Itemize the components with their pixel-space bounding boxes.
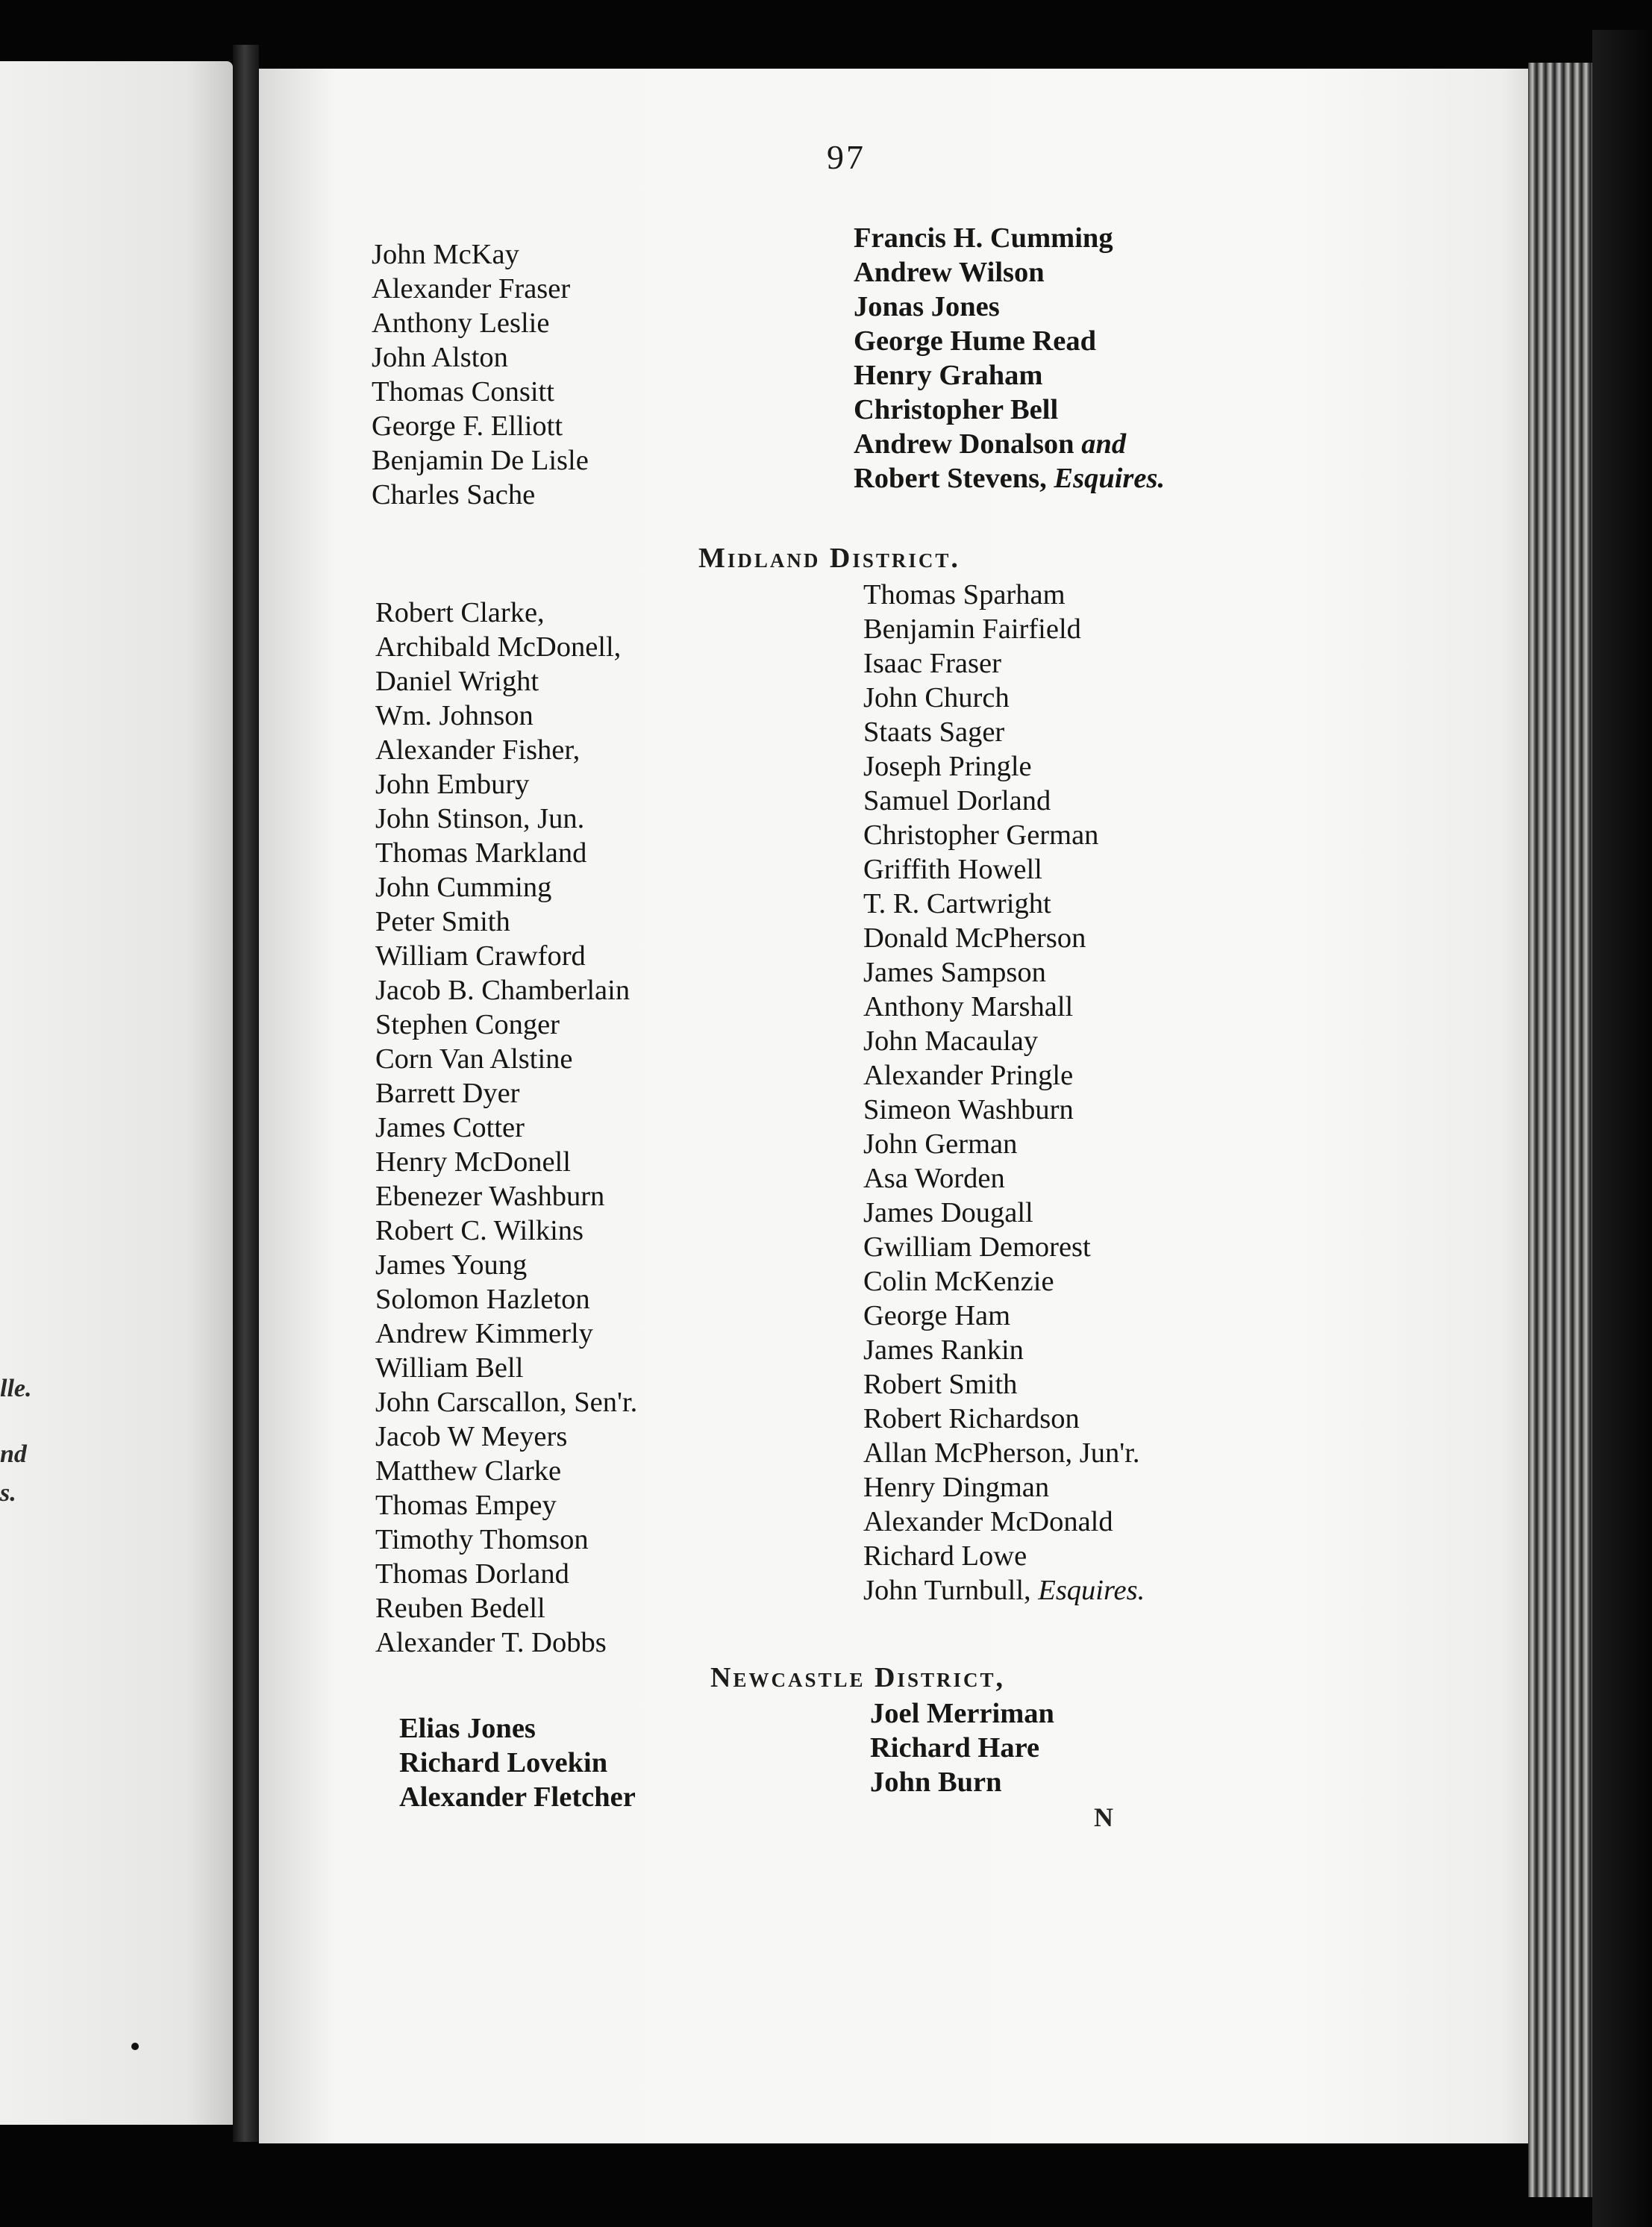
- name-entry: Staats Sager: [863, 716, 1005, 748]
- ink-speck: [131, 2043, 139, 2050]
- name-entry: Joseph Pringle: [863, 751, 1032, 782]
- name-entry: Charles Sache: [372, 479, 536, 510]
- name-entry: Robert Clarke,: [375, 597, 545, 628]
- name-text: Robert Stevens,: [854, 463, 1047, 494]
- name-entry: Alexander Fraser: [372, 273, 571, 304]
- name-entry: Reuben Bedell: [375, 1593, 545, 1624]
- name-entry: Daniel Wright: [375, 666, 539, 697]
- left-page-fragment: s.: [0, 1479, 16, 1507]
- midland-district-heading: Midland District.: [698, 543, 960, 574]
- name-entry: Thomas Empey: [375, 1490, 557, 1521]
- name-entry: Peter Smith: [375, 906, 510, 937]
- name-entry: Asa Worden: [863, 1163, 1005, 1194]
- name-entry: Jonas Jones: [854, 291, 1000, 322]
- name-entry: Thomas Dorland: [375, 1558, 569, 1590]
- name-entry: [854, 427, 1165, 461]
- name-entry: George F. Elliott: [372, 410, 563, 442]
- name-entry: Robert Smith: [863, 1369, 1018, 1400]
- newcastle-names-col1: [399, 1711, 636, 1814]
- name-entry: George Hume Read: [854, 325, 1097, 357]
- name-entry: Corn Van Alstine: [375, 1043, 573, 1075]
- name-entry: James Rankin: [863, 1334, 1024, 1366]
- name-entry: William Crawford: [375, 940, 586, 972]
- name-entry: [863, 1573, 1145, 1608]
- name-entry: Isaac Fraser: [863, 648, 1001, 679]
- name-entry: William Bell: [375, 1352, 524, 1384]
- left-page: [0, 61, 233, 2125]
- name-entry: Ebenezer Washburn: [375, 1181, 605, 1212]
- name-entry: John Alston: [372, 342, 508, 373]
- name-entry: Solomon Hazleton: [375, 1284, 590, 1315]
- name-entry: Alexander Pringle: [863, 1060, 1074, 1091]
- name-entry: Alexander T. Dobbs: [375, 1627, 607, 1658]
- name-entry: John German: [863, 1128, 1018, 1160]
- name-entry: John Embury: [375, 769, 530, 800]
- edge-shadow: [1592, 30, 1652, 2227]
- newcastle-district-heading: Newcastle District,: [710, 1662, 1005, 1693]
- name-entry: John Church: [863, 682, 1010, 713]
- name-entry: Colin McKenzie: [863, 1266, 1054, 1297]
- name-entry: Henry McDonell: [375, 1146, 571, 1178]
- name-entry: Thomas Sparham: [863, 579, 1066, 610]
- name-entry: Robert Richardson: [863, 1403, 1080, 1434]
- name-entry: Griffith Howell: [863, 854, 1042, 885]
- name-entry: Jacob W Meyers: [375, 1421, 568, 1452]
- and-suffix: and: [1081, 428, 1127, 460]
- name-entry: James Young: [375, 1249, 528, 1281]
- name-entry: Benjamin De Lisle: [372, 445, 589, 476]
- name-entry: Andrew Wilson: [854, 257, 1045, 288]
- name-entry: John Macaulay: [863, 1025, 1039, 1057]
- name-entry: Andrew Kimmerly: [375, 1318, 593, 1349]
- name-entry: James Sampson: [863, 957, 1046, 988]
- name-entry: Francis H. Cumming: [854, 222, 1113, 254]
- name-entry: Archibald McDonell,: [375, 631, 622, 663]
- name-entry: Thomas Markland: [375, 837, 587, 869]
- name-entry: Anthony Marshall: [863, 991, 1074, 1022]
- name-entry: Alexander McDonald: [863, 1506, 1113, 1537]
- name-text: Andrew Donalson: [854, 428, 1074, 460]
- name-entry: Richard Lovekin: [399, 1747, 608, 1778]
- name-entry: Thomas Consitt: [372, 376, 554, 407]
- name-entry: James Dougall: [863, 1197, 1033, 1228]
- left-page-fragment: nd: [0, 1440, 27, 1468]
- esquires-suffix: Esquires.: [1038, 1575, 1145, 1606]
- name-entry: Alexander Fletcher: [399, 1781, 636, 1813]
- midland-names-col2: [863, 578, 1145, 1608]
- book-gutter: [233, 45, 259, 2142]
- name-entry: Robert C. Wilkins: [375, 1215, 584, 1246]
- name-entry: Benjamin Fairfield: [863, 613, 1081, 645]
- page-edges: [1528, 63, 1592, 2197]
- signature-mark: N: [1094, 1802, 1113, 1832]
- name-entry: Timothy Thomson: [375, 1524, 589, 1555]
- name-entry: Henry Graham: [854, 360, 1043, 391]
- name-entry: Richard Lowe: [863, 1540, 1027, 1572]
- newcastle-names-col2: [870, 1696, 1054, 1799]
- name-entry: Wm. Johnson: [375, 700, 534, 731]
- name-entry: Barrett Dyer: [375, 1078, 520, 1109]
- name-entry: Gwilliam Demorest: [863, 1231, 1091, 1263]
- name-entry: Stephen Conger: [375, 1009, 560, 1040]
- name-entry: John Carscallon, Sen'r.: [375, 1387, 638, 1418]
- name-entry: Alexander Fisher,: [375, 734, 581, 766]
- name-entry: Samuel Dorland: [863, 785, 1051, 816]
- name-entry: Jacob B. Chamberlain: [375, 975, 631, 1006]
- name-text: John Turnbull,: [863, 1575, 1031, 1606]
- name-entry: T. R. Cartwright: [863, 888, 1051, 919]
- esquires-suffix: Esquires.: [1054, 463, 1166, 494]
- name-entry: George Ham: [863, 1300, 1011, 1331]
- name-entry: John Burn: [870, 1767, 1002, 1798]
- page-number: 97: [827, 138, 866, 176]
- name-entry: [854, 461, 1165, 496]
- name-entry: John Stinson, Jun.: [375, 803, 585, 834]
- left-page-fragment: lle.: [0, 1375, 32, 1402]
- name-entry: James Cotter: [375, 1112, 525, 1143]
- name-entry: Richard Hare: [870, 1732, 1040, 1764]
- name-entry: Matthew Clarke: [375, 1455, 562, 1487]
- name-entry: Allan McPherson, Jun'r.: [863, 1437, 1140, 1469]
- name-entry: Elias Jones: [399, 1713, 536, 1744]
- name-entry: Anthony Leslie: [372, 307, 550, 339]
- top-names-col2: [854, 221, 1165, 496]
- top-names-col1: [372, 237, 589, 512]
- name-entry: Joel Merriman: [870, 1698, 1054, 1729]
- name-entry: Christopher Bell: [854, 394, 1059, 425]
- midland-names-col1: [375, 596, 637, 1660]
- name-entry: John McKay: [372, 239, 519, 270]
- name-entry: John Cumming: [375, 872, 552, 903]
- name-entry: Donald McPherson: [863, 922, 1086, 954]
- name-entry: Simeon Washburn: [863, 1094, 1074, 1125]
- name-entry: Henry Dingman: [863, 1472, 1050, 1503]
- name-entry: Christopher German: [863, 819, 1099, 851]
